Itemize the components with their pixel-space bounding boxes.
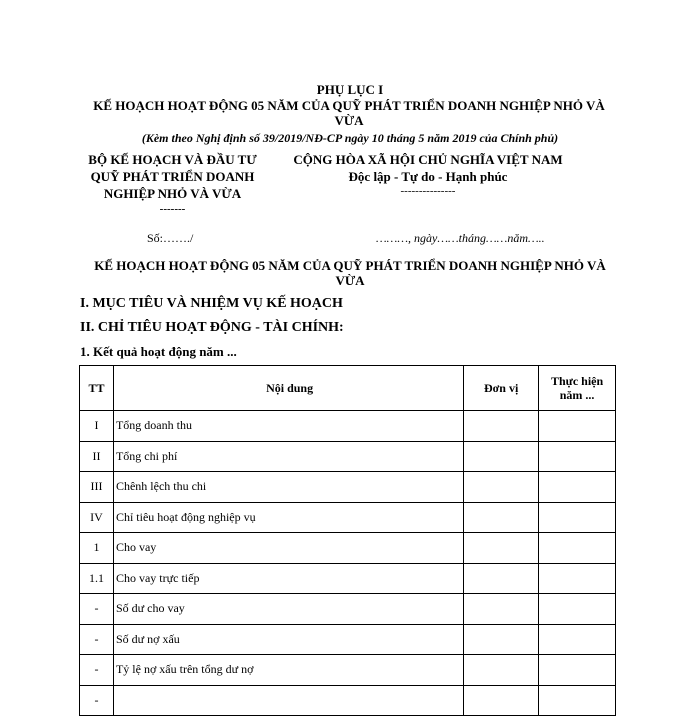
row-result	[539, 411, 616, 442]
header-tt: TT	[80, 366, 114, 411]
table-row	[80, 502, 616, 533]
national-header	[278, 151, 578, 197]
row-result	[539, 594, 616, 625]
document-title: KẾ HOẠCH HOẠT ĐỘNG 05 NĂM CỦA QUỸ PHÁT TRIỂN DOANH NGHIỆP NHỎ VÀ VỪA	[93, 98, 605, 128]
row-unit	[464, 594, 539, 625]
agency-line-2: QUỸ PHÁT TRIỂN DOANH	[90, 169, 255, 184]
national-motto: Độc lập - Tự do - Hạnh phúc	[348, 169, 508, 184]
row-content: Cho vay trực tiếp	[113, 563, 463, 594]
document-date: ………, ngày……tháng……năm…..	[376, 231, 545, 245]
row-tt: III	[80, 472, 114, 503]
row-content: Số dư cho vay	[113, 594, 463, 625]
row-result	[539, 502, 616, 533]
row-unit	[464, 533, 539, 564]
row-content: Chỉ tiêu hoạt động nghiệp vụ	[113, 502, 463, 533]
row-result	[539, 441, 616, 472]
table-row	[80, 594, 616, 625]
row-content	[113, 685, 463, 716]
national-divider: ---------------	[400, 185, 456, 197]
row-unit	[464, 624, 539, 655]
row-result	[539, 472, 616, 503]
document-subtitle: (Kèm theo Nghị định số 39/2019/NĐ-CP ngày 10 tháng 5 năm 2019 của Chính phủ)	[141, 131, 559, 145]
row-result	[539, 685, 616, 716]
row-tt: -	[80, 685, 114, 716]
header-result: Thực hiện năm ...	[539, 366, 616, 411]
row-unit	[464, 441, 539, 472]
row-content: Tỷ lệ nợ xấu trên tổng dư nợ	[113, 655, 463, 686]
agency-divider: -------	[159, 203, 186, 215]
row-result	[539, 533, 616, 564]
row-tt: 1.1	[80, 563, 114, 594]
table-header-row	[80, 366, 616, 411]
row-unit	[464, 685, 539, 716]
row-result	[539, 563, 616, 594]
row-content: Tổng chi phí	[113, 441, 463, 472]
row-unit	[464, 655, 539, 686]
row-content: Số dư nợ xấu	[113, 624, 463, 655]
table-row	[80, 411, 616, 442]
section-heading-1: I. MỤC TIÊU VÀ NHIỆM VỤ KẾ HOẠCH	[80, 296, 343, 311]
row-content: Cho vay	[113, 533, 463, 564]
row-tt: -	[80, 655, 114, 686]
row-result	[539, 624, 616, 655]
row-tt: -	[80, 594, 114, 625]
agency-line-1: BỘ KẾ HOẠCH VÀ ĐẦU TƯ	[88, 152, 257, 167]
document-number: Số:……./	[147, 231, 194, 245]
row-content: Chênh lệch thu chi	[113, 472, 463, 503]
section-heading-2: II. CHỈ TIÊU HOẠT ĐỘNG - TÀI CHÍNH:	[80, 320, 344, 335]
row-tt: IV	[80, 502, 114, 533]
row-result	[539, 655, 616, 686]
table-row	[80, 441, 616, 472]
row-content: Tổng doanh thu	[113, 411, 463, 442]
row-tt: -	[80, 624, 114, 655]
header-content: Nội dung	[113, 366, 463, 411]
header-unit: Đơn vị	[464, 366, 539, 411]
table-row	[80, 533, 616, 564]
row-unit	[464, 472, 539, 503]
row-tt: 1	[80, 533, 114, 564]
row-tt: II	[80, 441, 114, 472]
results-table	[79, 365, 616, 716]
appendix-label: PHỤ LỤC I	[316, 82, 384, 97]
row-tt: I	[80, 411, 114, 442]
table-row	[80, 563, 616, 594]
table-row	[80, 685, 616, 716]
agency-header	[80, 151, 265, 216]
national-name: CỘNG HÒA XÃ HỘI CHỦ NGHĨA VIỆT NAM	[293, 152, 563, 167]
row-unit	[464, 411, 539, 442]
row-unit	[464, 502, 539, 533]
table-row	[80, 472, 616, 503]
table-row	[80, 655, 616, 686]
row-unit	[464, 563, 539, 594]
subsection-heading-1: 1. Kết quả hoạt động năm ...	[80, 344, 237, 359]
plan-title: KẾ HOẠCH HOẠT ĐỘNG 05 NĂM CỦA QUỸ PHÁT TRIỂN DOANH NGHIỆP NHỎ VÀ VỪA	[94, 258, 606, 288]
agency-line-3: NGHIỆP NHỎ VÀ VỪA	[103, 186, 242, 201]
table-row	[80, 624, 616, 655]
